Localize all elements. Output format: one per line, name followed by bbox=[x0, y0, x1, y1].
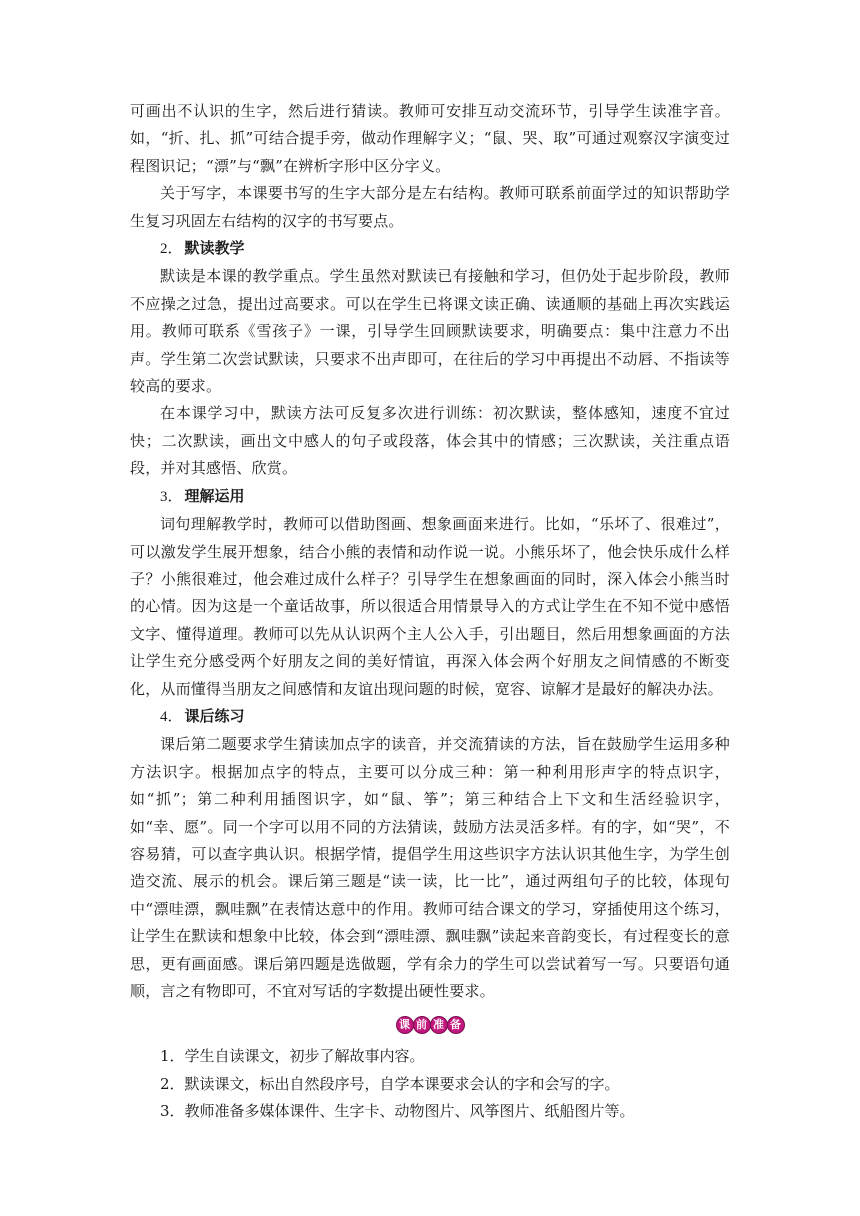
section-heading-comprehension bbox=[130, 483, 730, 511]
section-number: 2． bbox=[160, 241, 183, 258]
section-number: 3． bbox=[160, 488, 183, 505]
badge-char: 课 bbox=[397, 1017, 413, 1033]
silent-reading-paragraph-1: 默读是本课的教学重点。学生虽然对默读已有接触和学习，但仍处于起步阶段，教师不应操之过急，提出过高要求。可以在学生已将课文读正确、读通顺的基础上再次实践运用。教师可联系《雪孩子》一课，引导学生回顾默读要求，明确要点：集中注意力不出声。学生第二次尝试默读，只要求不出声即可，在往后的学习中再提出不动唇、不指读等较高的要求。 bbox=[130, 267, 730, 396]
section-title: 课后练习 bbox=[184, 706, 245, 725]
exercises-paragraph: 课后第二题要求学生猜读加点字的读音，并交流猜读的方法，旨在鼓励学生运用多种方法识字。根据加点字的特点，主要可以分成三种：第一种利用形声字的特点识字，如“抓”；第二种利用插图识字，如“鼠、筝”；第三种结合上下文和生活经验识字，如“幸、愿”。同一个字可以用不同的方法猜读，鼓励方法灵活多样。有的字，如“哭”，不容易猜，可以查字典认识。根据学情，提倡学生用这些识字方法认识其他生字，为学生创造交流、展示的机会。课后第三题是“读一读，比一比”，通过两组句子的比较，体现句中“漂哇漂，飘哇飘”在表情达意中的作用。教师可结合课文的学习，穿插使用这个练习，让学生在默读和想象中比较，体会到“漂哇漂、飘哇飘”读起来音韵变长，有过程变长的意思，更有画面感。课后第四题是选做题，学有余力的学生可以尝试着写一写。只要语句通顺，言之有物即可，不宜对写话的字数提出硬性要求。 bbox=[130, 735, 730, 1000]
section-heading-exercises bbox=[130, 703, 730, 731]
prep-item-1: 1．学生自读课文，初步了解故事内容。 bbox=[160, 1047, 425, 1066]
prep-badge-row bbox=[130, 1013, 730, 1039]
prep-badge bbox=[397, 1017, 464, 1033]
section-title: 默读教学 bbox=[184, 239, 245, 258]
prep-item-3: 3．教师准备多媒体课件、生字卡、动物图片、风筝图片、纸船图片等。 bbox=[160, 1102, 635, 1121]
comprehension-paragraph: 词句理解教学时，教师可以借助图画、想象画面来进行。比如，“乐坏了、很难过”，可以激发学生展开想象，结合小熊的表情和动作说一说。小熊乐坏了，他会快乐成什么样子？小熊很难过，他会难过成什么样子？引导学生在想象画面的同时，深入体会小熊当时的心情。因为这是一个童话故事，所以很适合用情景导入的方式让学生在不知不觉中感悟文字、懂得道理。教师可以先从认识两个主人公入手，引出题目，然后用想象画面的方法让学生充分感受两个好朋友之间的美好情谊，再深入体会两个好朋友之间情感的不断变化，从而懂得当朋友之间感情和友谊出现问题的时候，宽容、谅解才是最好的解决办法。 bbox=[130, 515, 730, 698]
prep-item-2: 2．默读课文，标出自然段序号，自学本课要求会认的字和会写的字。 bbox=[160, 1074, 620, 1093]
intro-paragraph-1: 可画出不认识的生字，然后进行猜读。教师可安排互动交流环节，引导学生读准字音。如，“折、扎、抓”可结合提手旁，做动作理解字义；“鼠、哭、取”可通过观察汉字演变过程图识记；“漂”与“飘”在辨析字形中区分字义。 bbox=[130, 102, 730, 175]
section-heading-silent-reading bbox=[130, 235, 730, 263]
badge-char: 准 bbox=[431, 1017, 447, 1033]
badge-char: 备 bbox=[448, 1017, 464, 1033]
section-title: 理解运用 bbox=[184, 486, 245, 505]
intro-paragraph-2: 关于写字，本课要书写的生字大部分是左右结构。教师可联系前面学过的知识帮助学生复习巩固左右结构的汉字的书写要点。 bbox=[130, 184, 730, 230]
badge-char: 前 bbox=[414, 1017, 430, 1033]
silent-reading-paragraph-2: 在本课学习中，默读方法可反复多次进行训练：初次默读，整体感知，速度不宜过快；二次默读，画出文中感人的句子或段落，体会其中的情感；三次默读，关注重点语段，并对其感悟、欣赏。 bbox=[130, 404, 730, 478]
document-body bbox=[130, 98, 730, 1126]
section-number: 4． bbox=[160, 708, 183, 725]
